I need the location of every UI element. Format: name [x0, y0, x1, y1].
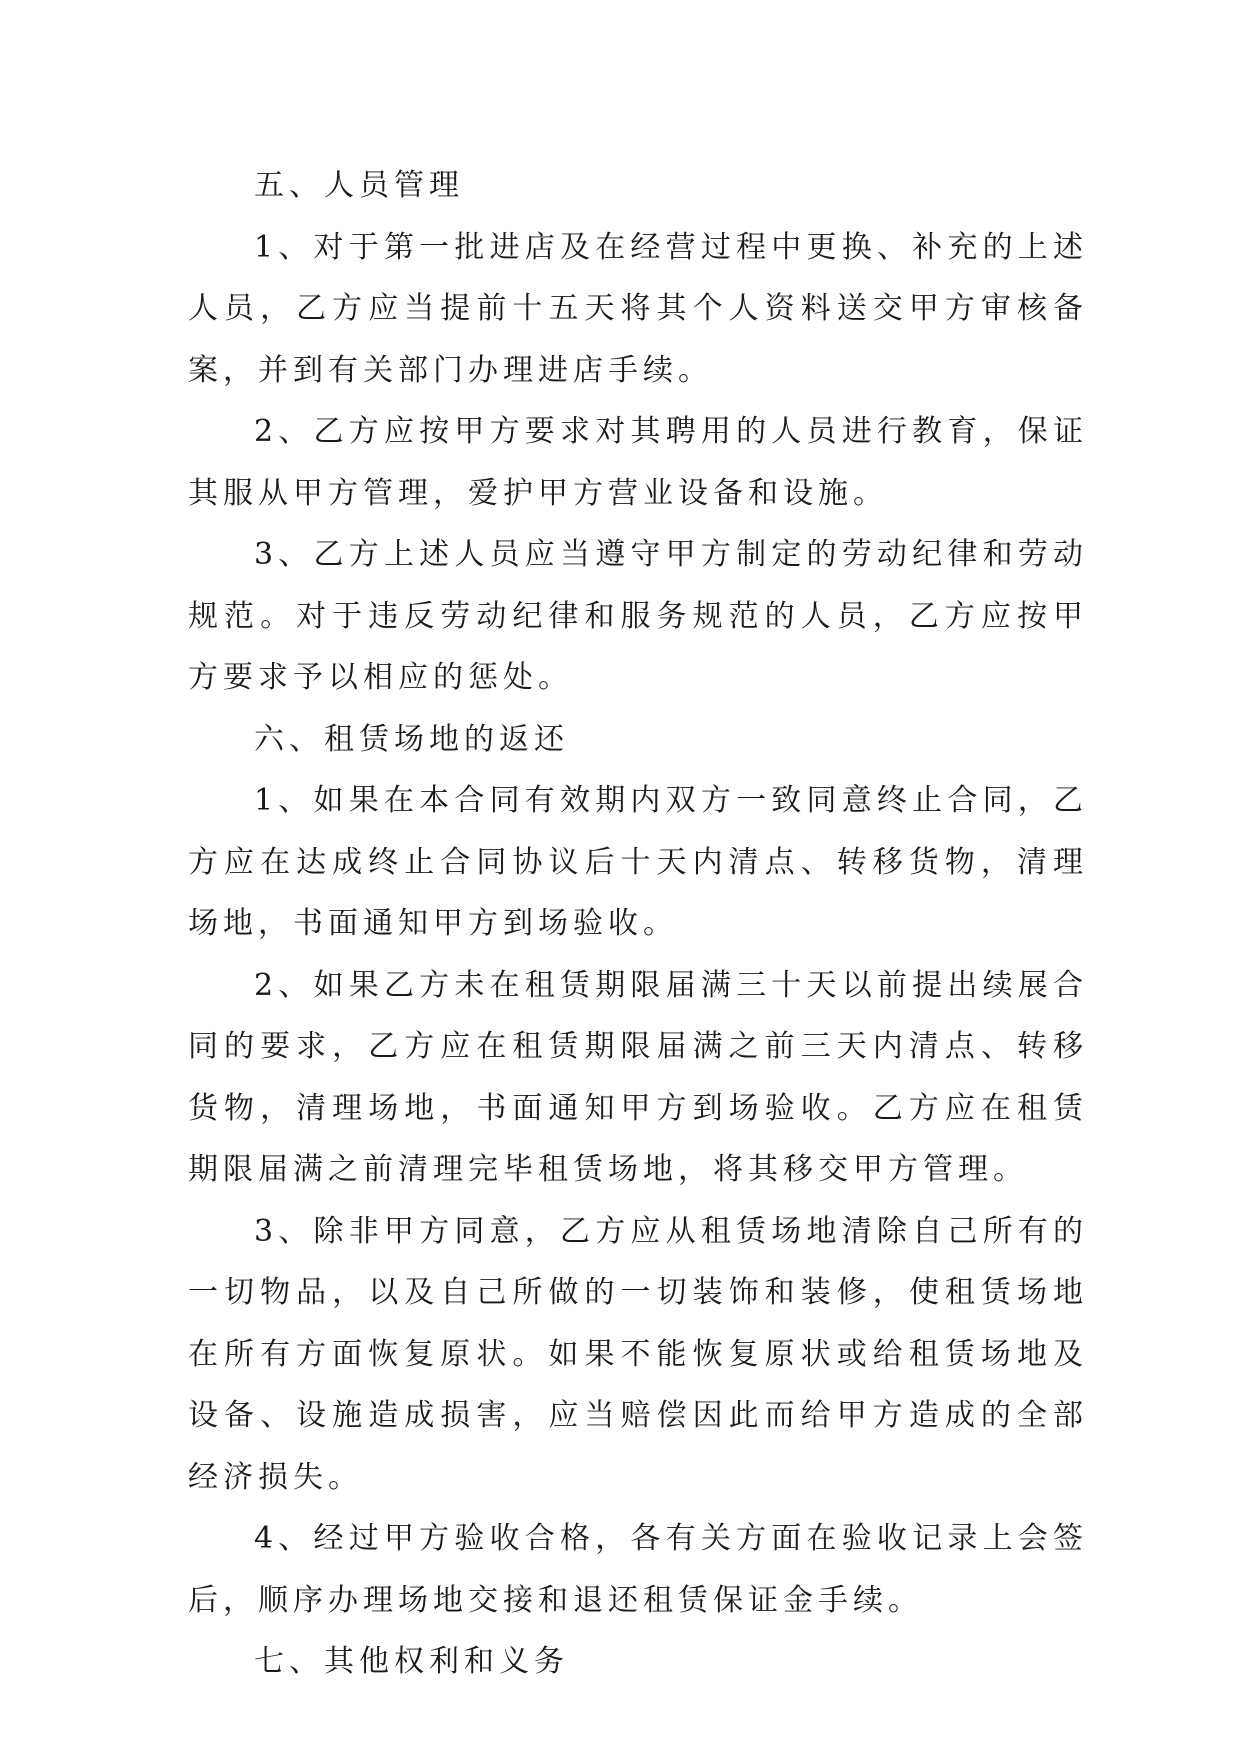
- clause-5-2: 2、乙方应按甲方要求对其聘用的人员进行教育，保证其服从甲方管理，爱护甲方营业设备和设施。: [188, 414, 1088, 511]
- section-heading-other-rights: 七、其他权利和义务: [254, 1644, 569, 1679]
- clause-5-1: 1、对于第一批进店及在经营过程中更换、补充的上述人员，乙方应当提前十五天将其个人资料送交甲方审核备案，并到有关部门办理进店手续。: [188, 229, 1088, 388]
- clause-5-3: 3、乙方上述人员应当遵守甲方制定的劳动纪律和劳动规范。对于违反劳动纪律和服务规范的人员，乙方应按甲方要求予以相应的惩处。: [188, 537, 1088, 695]
- clause-6-1: 1、如果在本合同有效期内双方一致同意终止合同，乙方应在达成终止合同协议后十天内清点、转移货物，清理场地，书面通知甲方到场验收。: [188, 783, 1088, 941]
- clause-6-2: 2、如果乙方未在租赁期限届满三十天以前提出续展合同的要求，乙方应在租赁期限届满之前三天内清点、转移货物，清理场地，书面通知甲方到场验收。乙方应在租赁期限届满之前清理完毕租赁场地，将其移交甲方管理。: [188, 967, 1088, 1187]
- clause-6-3: 3、除非甲方同意，乙方应从租赁场地清除自己所有的一切物品，以及自己所做的一切装饰和装修，使租赁场地在所有方面恢复原状。如果不能恢复原状或给租赁场地及设备、设施造成损害，应当赔偿因此而给甲方造成的全部经济损失。: [188, 1213, 1088, 1495]
- clause-6-4: 4、经过甲方验收合格，各有关方面在验收记录上会签后，顺序办理场地交接和退还租赁保证金手续。: [188, 1521, 1088, 1618]
- section-heading-personnel: 五、人员管理: [254, 168, 464, 203]
- document-page: [188, 155, 1088, 1693]
- section-heading-return-of-premises: 六、租赁场地的返还: [254, 721, 569, 757]
